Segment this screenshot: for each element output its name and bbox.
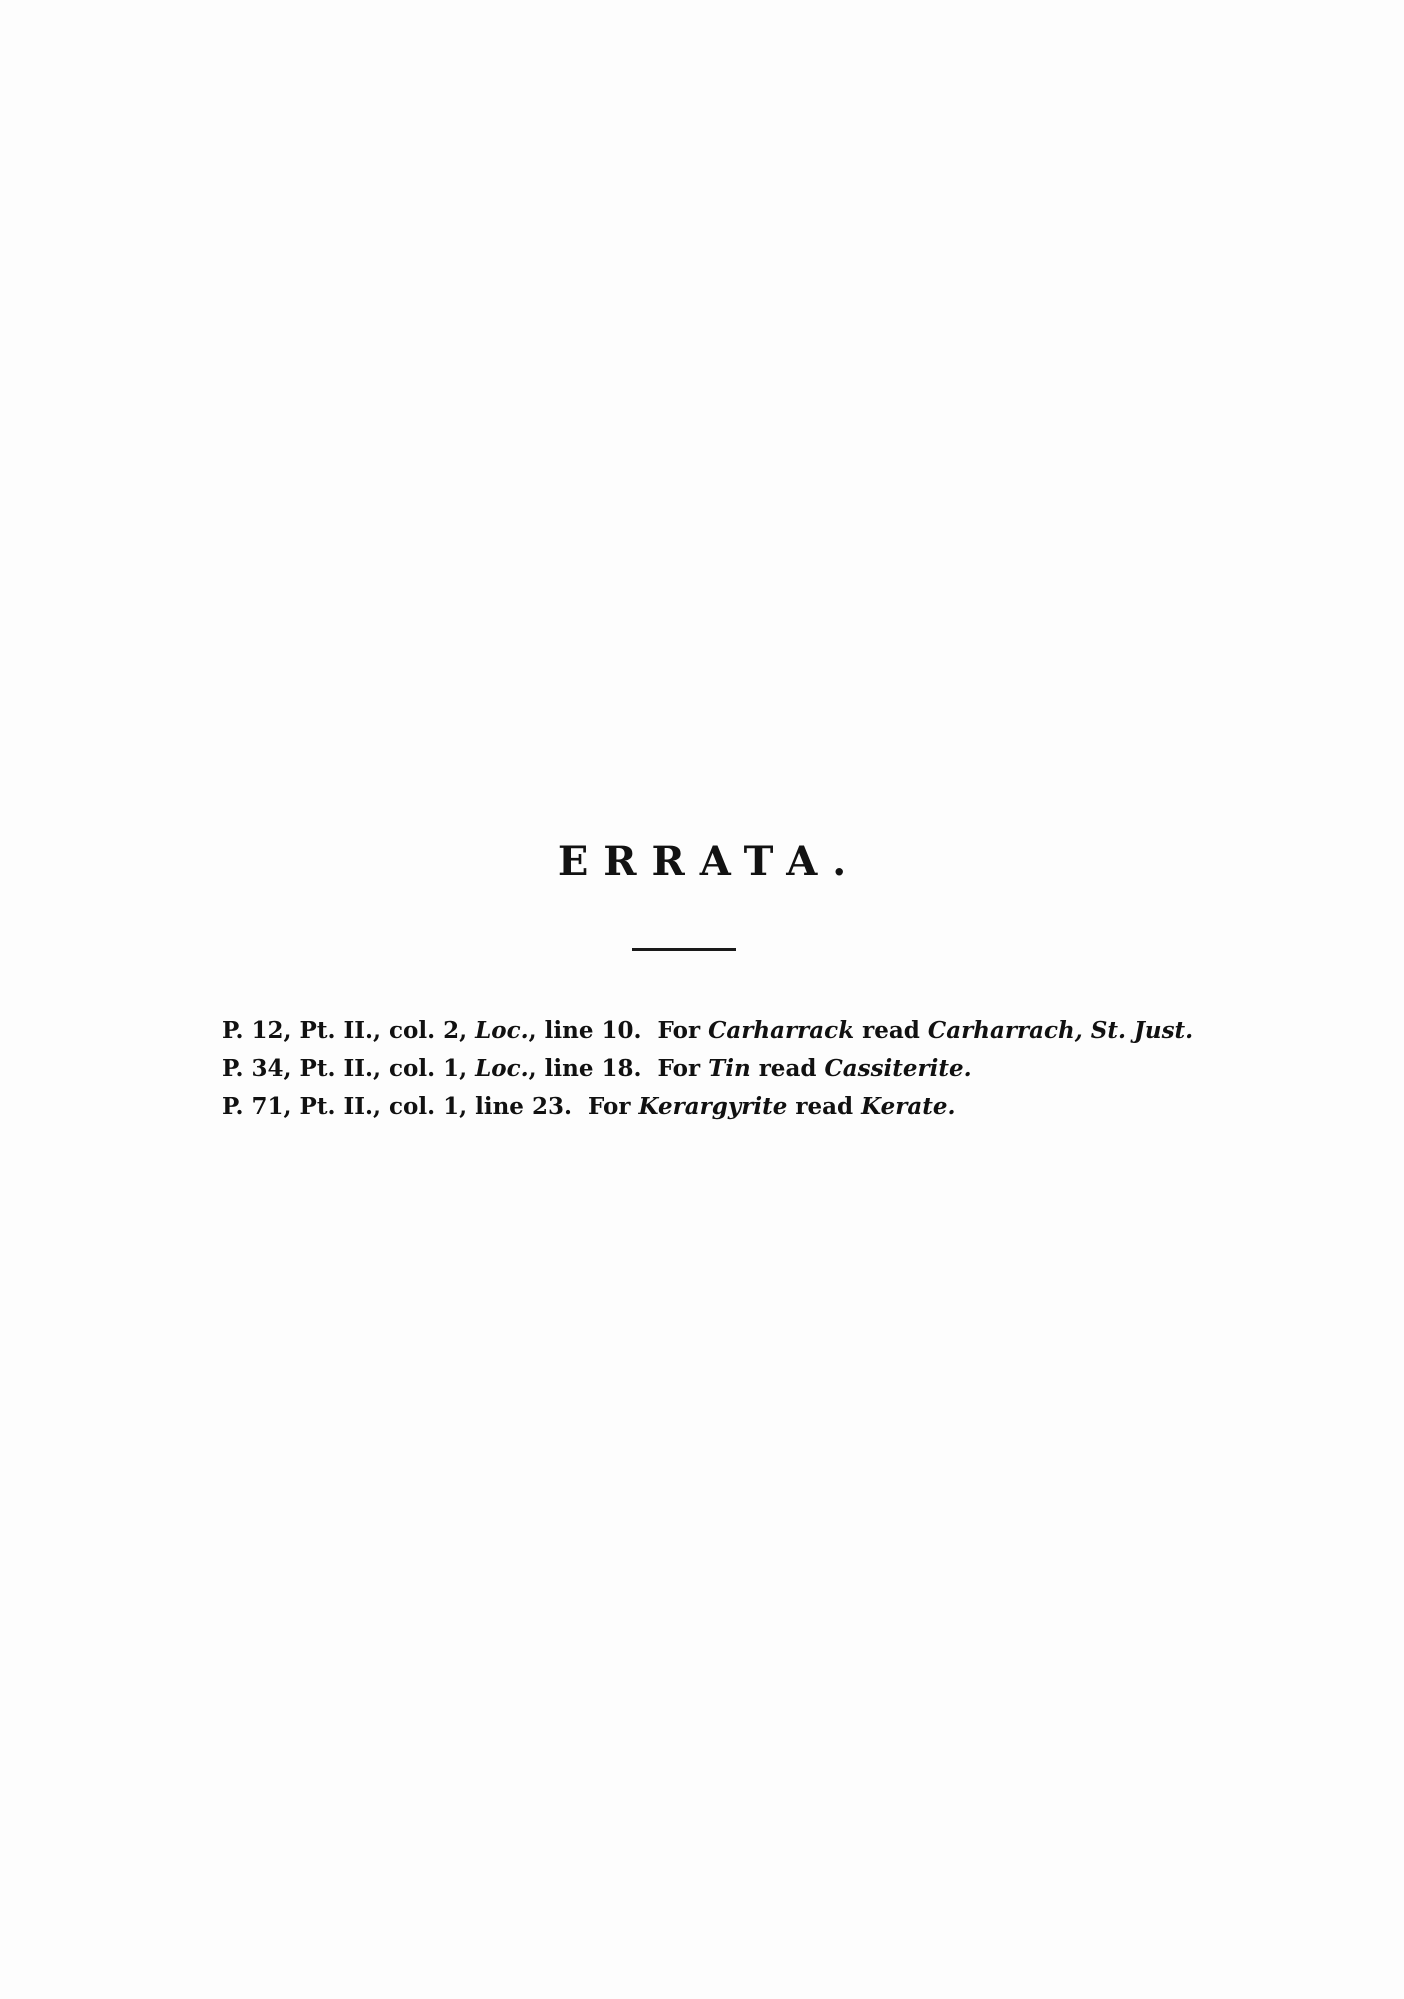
entry-correct-term: Carharrach, St. Just. xyxy=(927,1017,1194,1044)
entry-wrong-term: Tin xyxy=(708,1055,751,1082)
entry-for-label: For xyxy=(657,1055,701,1082)
errata-list xyxy=(222,1012,1222,1126)
entry-loc-abbrev: Loc. xyxy=(475,1055,529,1082)
entry-reference-tail: , line 18. xyxy=(528,1055,642,1082)
title-rule-divider xyxy=(632,948,736,951)
entry-reference: P. 12, Pt. II., col. 2, xyxy=(222,1017,476,1044)
entry-read-label: read xyxy=(758,1055,817,1082)
entry-correct-term: Kerate. xyxy=(861,1093,956,1120)
errata-entry xyxy=(222,1050,1222,1088)
entry-read-label: read xyxy=(862,1017,920,1044)
entry-wrong-term: Carharrack xyxy=(708,1017,855,1044)
entry-loc-abbrev: Loc. xyxy=(475,1017,529,1044)
entry-wrong-term: Kerargyrite xyxy=(638,1093,788,1120)
entry-for-label: For xyxy=(657,1017,701,1044)
errata-entry xyxy=(222,1088,1222,1126)
entry-read-label: read xyxy=(795,1093,854,1120)
entry-reference: P. 34, Pt. II., col. 1, xyxy=(222,1055,476,1082)
entry-for-label: For xyxy=(587,1093,631,1120)
errata-entry xyxy=(222,1012,1222,1050)
entry-reference-tail: , line 10. xyxy=(528,1017,642,1044)
entry-correct-term: Cassiterite. xyxy=(824,1055,972,1082)
entry-reference: P. 71, Pt. II., col. 1, line 23. xyxy=(222,1093,572,1120)
page-title: ERRATA. xyxy=(557,838,862,885)
